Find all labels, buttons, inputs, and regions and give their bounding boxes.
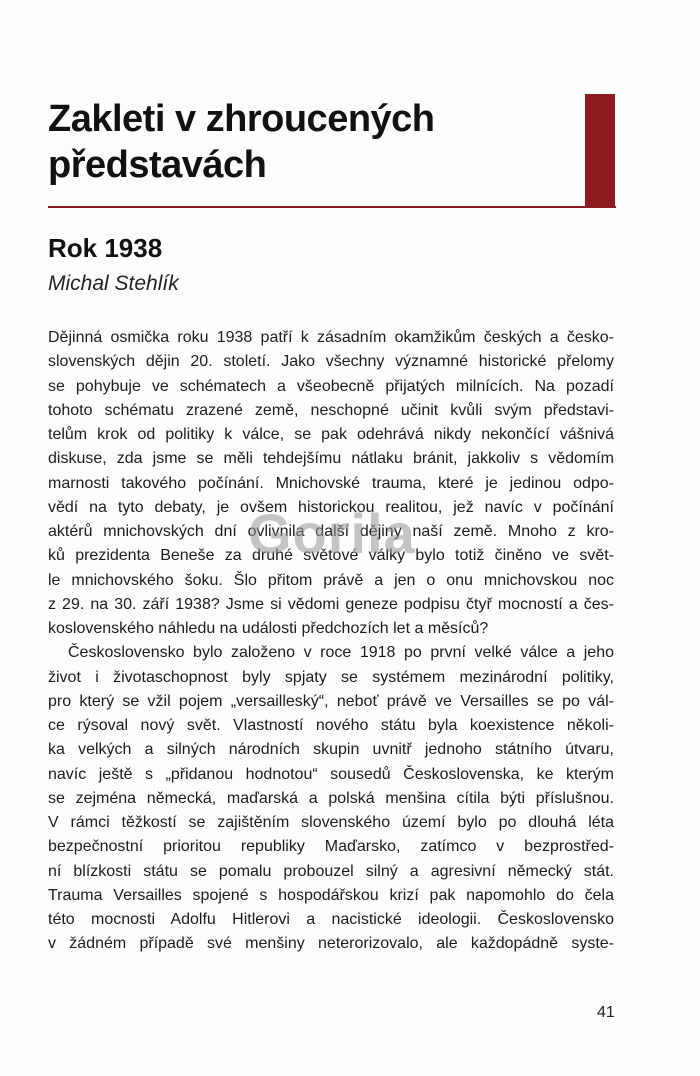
text-line: ků prezidenta Beneše za druhé světové války bylo totiž činěno ve svět- xyxy=(48,547,614,565)
chapter-title-line-2: představách xyxy=(48,144,267,186)
article-author: Michal Stehlík xyxy=(48,272,179,295)
text-line: se zejména německá, maďarská a polská menšina cítila býti příslušnou. xyxy=(48,789,614,807)
text-line: této mocnosti Adolfu Hitlerovi a nacistické ideologii. Československo xyxy=(48,911,614,928)
body-text xyxy=(48,326,614,957)
chapter-header xyxy=(48,96,616,210)
text-line: koslovenského náhledu na události předchozích let a měsíců? xyxy=(48,620,489,637)
chapter-title-line-1: Zakleti v zhroucených xyxy=(48,98,435,140)
text-line: telům krok od politiky k válce, se pak odehrává nikdy nekončící vášnivá xyxy=(48,426,614,443)
text-line: z 29. na 30. září 1938? Jsme si vědomi geneze podpisu čtyř mocností a čes- xyxy=(48,595,614,613)
chapter-divider xyxy=(48,206,616,208)
text-line: diskuse, zda jsme se měli tehdejšímu nátlaku bránit, jakkoliv s vědomím xyxy=(48,450,614,468)
page-number: 41 xyxy=(597,1004,615,1021)
text-line: navíc ještě s „přidanou hodnotou“ sousedů Československa, ke kterým xyxy=(48,765,614,783)
text-line: Dějinná osmička roku 1938 patří k zásadním okamžikům českých a česko- xyxy=(48,329,614,346)
chapter-accent-bar xyxy=(585,94,615,206)
text-line: ní blízkosti státu se pomalu probouzel silný a agresivní německý stát. xyxy=(48,862,614,880)
text-line: Československo bylo založeno v roce 1918 po první velké válce a jeho xyxy=(68,644,614,662)
text-line: v žádném případě své menšiny neterorizovalo, ale každopádně syste- xyxy=(48,935,614,953)
text-line: ka velkých a silných národních skupin uvnitř jednoho státního útvaru, xyxy=(48,741,614,759)
text-line: tohoto schématu zrazené země, neschopné učinit kvůli svým představi- xyxy=(48,401,614,419)
text-line: ce rýsoval nový svět. Vlastností nového státu byla koexistence několi- xyxy=(48,717,614,734)
text-line: pro který se vžil pojem „versailleský“, neboť právě ve Versailles se po vál- xyxy=(48,692,614,710)
text-line: vědí na tyto debaty, je ovšem historickou realitou, jež navíc v počínání xyxy=(48,498,614,516)
paragraph-1 xyxy=(48,326,614,641)
text-line: Trauma Versailles spojené s hospodářskou krizí pak napomohlo do čela xyxy=(48,886,614,904)
text-line: bezpečnostní prioritou republiky Maďarsko, zatímco v bezprostřed- xyxy=(48,838,614,856)
watermark: Gorila xyxy=(248,502,416,565)
article-title: Rok 1938 xyxy=(48,233,163,263)
text-line: aktérů mnichovských dní ovlivnila další dějiny naší země. Mnoho z kro- xyxy=(48,523,614,540)
paragraph-2 xyxy=(48,641,614,956)
text-line: V rámci těžkostí se zajištěním slovenského území bylo po dlouhá léta xyxy=(48,814,614,831)
chapter-title xyxy=(48,96,578,188)
text-line: marnosti takového počínání. Mnichovské trauma, které je jedinou odpo- xyxy=(48,474,614,492)
text-line: le mnichovského šoku. Šlo přitom právě a jen o onu mnichovskou noc xyxy=(48,571,614,589)
text-line: slovenských dějin 20. století. Jako všechny významné historické přelomy xyxy=(48,353,614,371)
text-line: život i životaschopnost byly spjaty se systémem mezinárodní politiky, xyxy=(48,668,614,686)
text-line: se pohybuje ve schématech a všeobecně přijatých milnících. Na pozadí xyxy=(48,377,614,395)
